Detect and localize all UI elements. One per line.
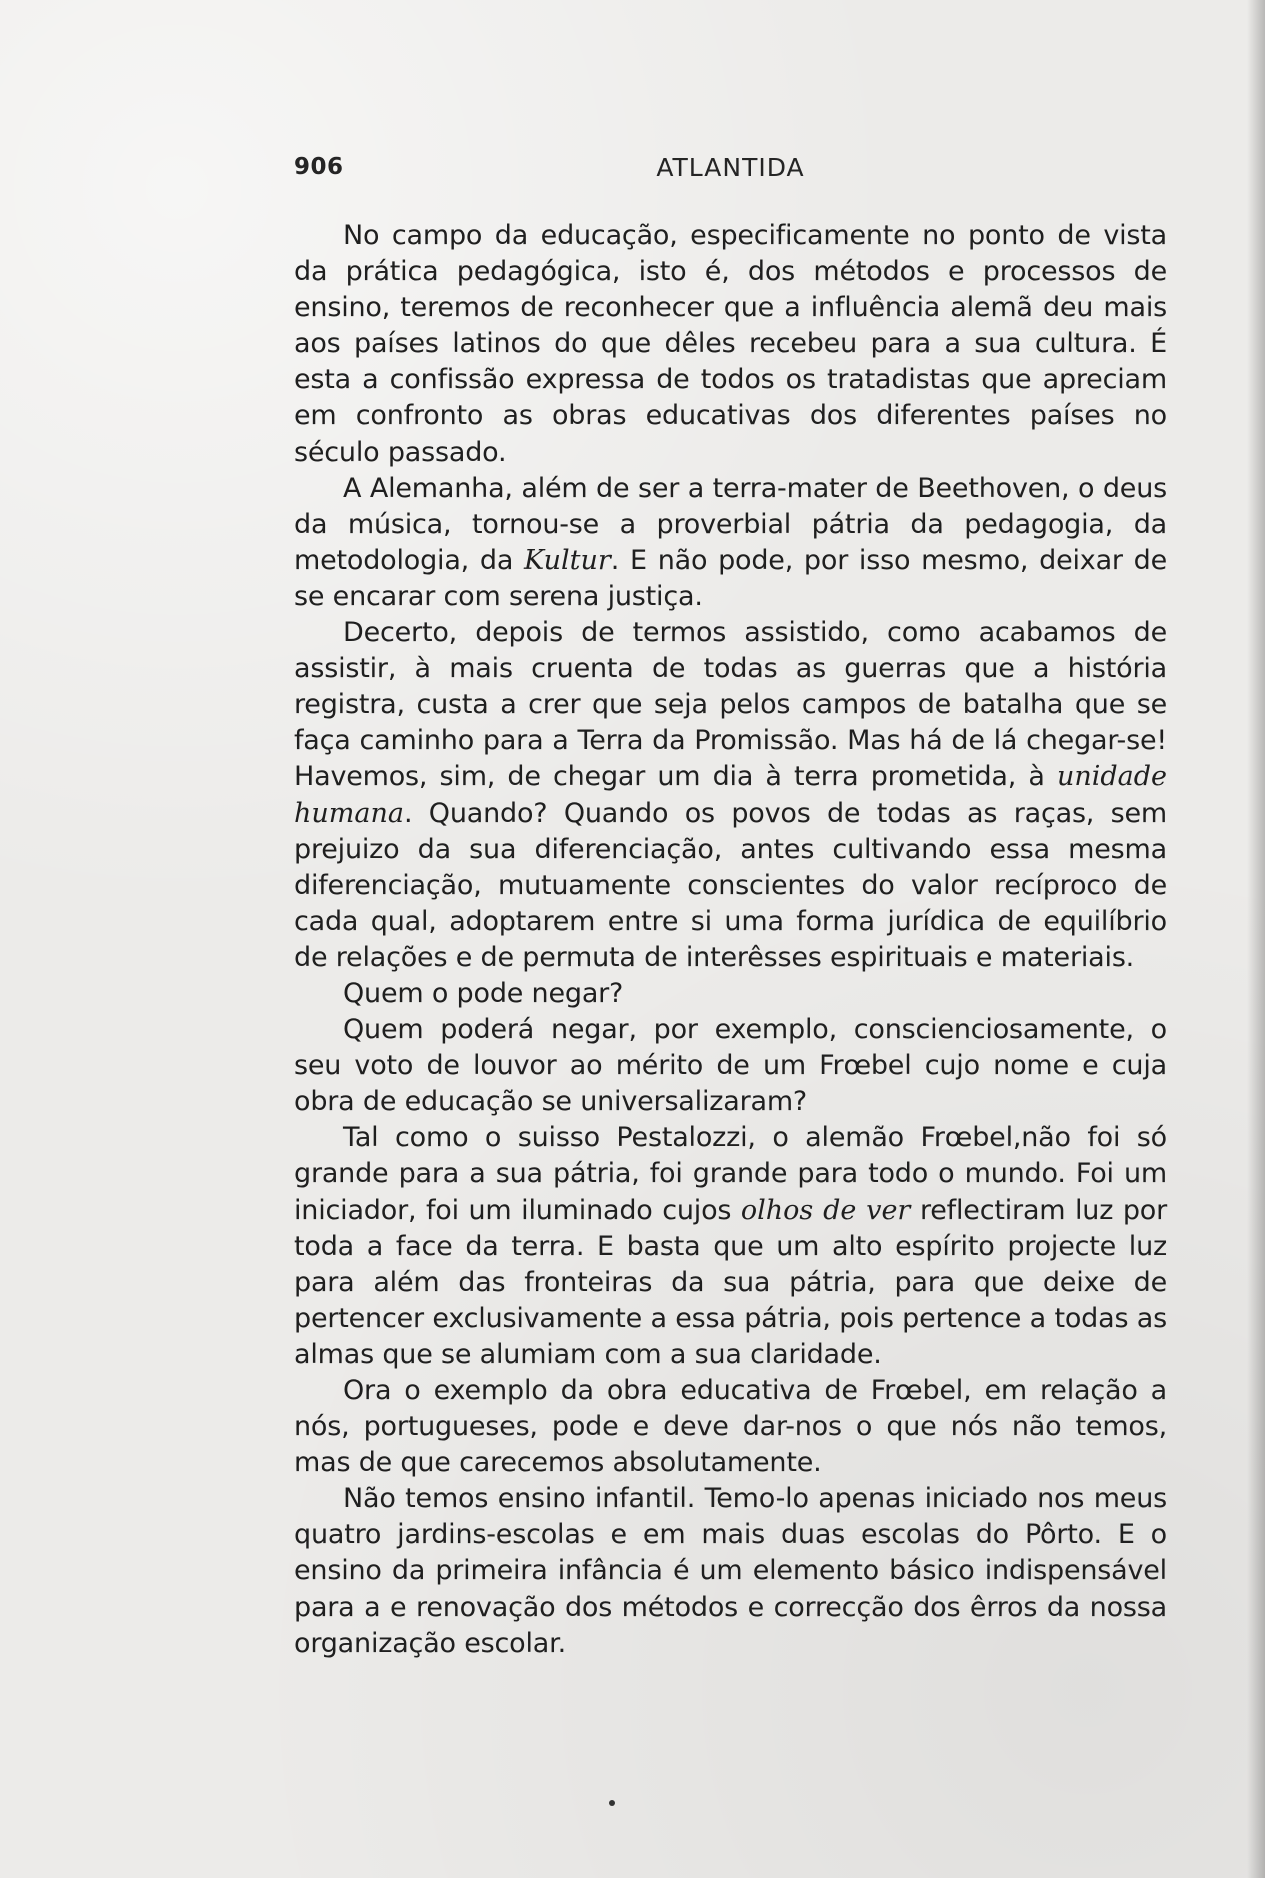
- paragraph-1-text: No campo da educação, especificamente no ponto de vista da prática pedagógica, isto é, dos métodos e processos de ensino, teremos de reconhecer que a influência alemã deu mais aos países latinos do que dêles recebeu para a sua cultura. É esta a confissão expressa de todos os tratadistas que apreciam em confronto as obras educativas dos diferentes países no século passado.: [294, 220, 1167, 468]
- ink-speck: [609, 1800, 615, 1806]
- paragraph-2: [294, 471, 1167, 615]
- paragraph-2-text-b: . E não pode, por isso mesmo, deixar de se encarar com serena justiça.: [294, 544, 1167, 612]
- body-text: [294, 218, 1167, 1662]
- paragraph-2-text-a: A Alemanha, além de ser a terra-mater de Beethoven, o deus da música, tornou-se a proverbial pátria da pedagogia, da metodologia, da: [294, 472, 1167, 576]
- paragraph-6-text-b: reflectiram luz por toda a face da terra. E basta que um alto espírito projecte luz para além das fronteiras da sua pátria, para que deixe de pertencer exclusivamente a essa pátria, pois pertence a todas as almas que se alumiam com a sua claridade.: [294, 1194, 1167, 1370]
- paragraph-3-text-a: Decerto, depois de termos assistido, como acabamos de assistir, à mais cruenta de todas as guerras que a história registra, custa a crer que seja pelos campos de batalha que se faça caminho para a Terra da Promissão. Mas há de lá chegar-se! Havemos, sim, de chegar um dia à terra prometida, à: [294, 617, 1167, 793]
- italic-olhos-de-ver: olhos de ver: [740, 1194, 911, 1226]
- paragraph-6: [294, 1120, 1167, 1373]
- italic-unidade-humana: unidade humana: [294, 761, 1167, 829]
- paragraph-6-text-a: Tal como o suisso Pestalozzi, o alemão Frœbel,não foi só grande para a sua pátria, foi grande para todo o mundo. Foi um iniciador, foi um iluminado cujos: [294, 1122, 1167, 1226]
- paragraph-1: [294, 218, 1167, 471]
- running-title: ATLANTIDA: [656, 153, 805, 182]
- paragraph-5-text: Quem poderá negar, por exemplo, conscienciosamente, o seu voto de louvor ao mérito de um Frœbel cujo nome e cuja obra de educação se universalizaram?: [294, 1014, 1167, 1118]
- paragraph-8-text: Não temos ensino infantil. Temo-lo apenas iniciado nos meus quatro jardins-escolas e em mais duas escolas do Pôrto. E o ensino da primeira infância é um elemento básico indispensável para a e renovação dos métodos e correcção dos êrros da nossa organização escolar.: [294, 1483, 1167, 1659]
- page-number: 906: [294, 154, 344, 180]
- paragraph-4-text: Quem o pode negar?: [343, 977, 624, 1009]
- paragraph-7-text: Ora o exemplo da obra educativa de Frœbel, em relação a nós, portugueses, pode e deve dar-nos o que nós não temos, mas de que carecemos absolutamente.: [294, 1375, 1167, 1479]
- paragraph-3: [294, 615, 1167, 976]
- page-header: [294, 150, 1167, 192]
- paragraph-5: [294, 1012, 1167, 1120]
- paragraph-7: [294, 1373, 1167, 1481]
- paragraph-3-text-b: . Quando? Quando os povos de todas as raças, sem prejuizo da sua diferenciação, antes cultivando essa mesma diferenciação, mutuamente conscientes do valor recíproco de cada qual, adoptarem entre si uma forma jurídica de equilíbrio de relações e de permuta de interêsses espirituais e materiais.: [294, 797, 1167, 973]
- italic-kultur: Kultur: [524, 544, 611, 576]
- page-edge-shadow: [1247, 0, 1265, 1878]
- paragraph-8: [294, 1481, 1167, 1661]
- paragraph-4: [294, 976, 1167, 1012]
